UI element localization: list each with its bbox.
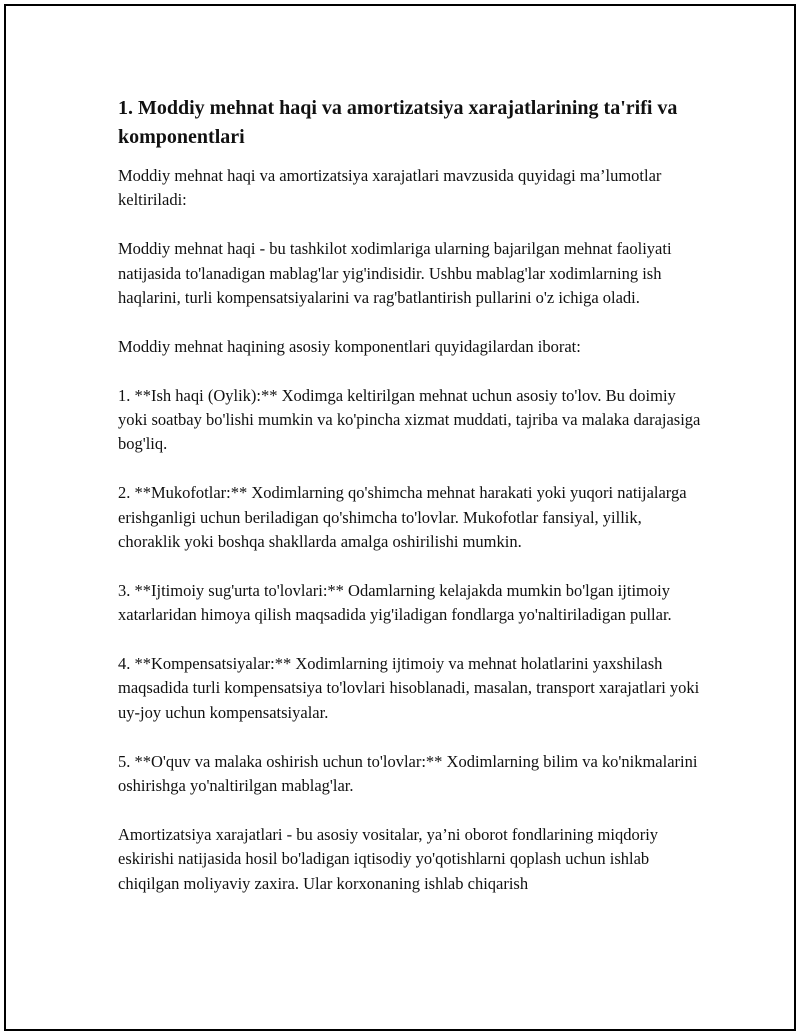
list-item-salary: 1. **Ish haqi (Oylik):** Xodimga keltirilgan mehnat uchun asosiy to'lov. Bu doimiy yoki soatbay bo'lishi mumkin va ko'pincha xizmat muddati, tajriba va malaka darajasiga bog'liq.: [118, 385, 701, 454]
definition-paragraph: Moddiy mehnat haqi - bu tashkilot xodimlariga ularning bajarilgan mehnat faoliyati natijasida to'lanadigan mablag'lar yig'indisidir. Ushbu mablag'lar xodimlarning ish haqlarini, turli kompensatsiyalarini va rag'batlantirish pullarini o'z ichiga oladi.: [118, 239, 672, 308]
amortization-paragraph: Amortizatsiya xarajatlari - bu asosiy vositalar, ya’ni oborot fondlarining miqdoriy eskirishi natijasida hosil bo'ladigan iqtisodiy yo'qotishlarni qoplash uchun ishlab chiqilgan moliyaviy zaxira. Ular korxonaning ishlab chiqarish: [118, 824, 659, 893]
list-item-compensations: 4. **Kompensatsiyalar:** Xodimlarning ijtimoiy va mehnat holatlarini yaxshilash maqsadida turli kompensatsiya to'lovlari hisoblanadi, masalan, transport xarajatlari yoki uy-joy uchun kompensatsiyalar.: [118, 654, 700, 722]
list-item-bonuses: 2. **Mukofotlar:** Xodimlarning qo'shimcha mehnat harakati yoki yuqori natijalarga erishganligi uchun beriladigan qo'shimcha to'lovlar. Mukofotlar fansiyal, yillik, choraklik yoki boshqa shakllarda amalga oshirilishi mumkin.: [118, 483, 687, 552]
list-item-social-insurance: 3. **Ijtimoiy sug'urta to'lovlari:** Odamlarning kelajakda mumkin bo'lgan ijtimoiy xatarlaridan himoya qilish maqsadida yig'iladigan fondlarga yo'naltiriladigan pullar.: [118, 580, 672, 625]
document-body: [118, 94, 708, 920]
list-item-training: 5. **O'quv va malaka oshirish uchun to'lovlar:** Xodimlarning bilim va ko'nikmalarini oshirishga yo'naltirilgan mablag'lar.: [118, 751, 698, 796]
components-intro-paragraph: Moddiy mehnat haqining asosiy komponentlari quyidagilardan iborat:: [118, 336, 581, 356]
section-heading: 1. Moddiy mehnat haqi va amortizatsiya xarajatlarining ta'rifi va komponentlari: [118, 97, 678, 148]
intro-paragraph: Moddiy mehnat haqi va amortizatsiya xarajatlari mavzusida quyidagi ma’lumotlar keltiriladi:: [118, 166, 662, 210]
